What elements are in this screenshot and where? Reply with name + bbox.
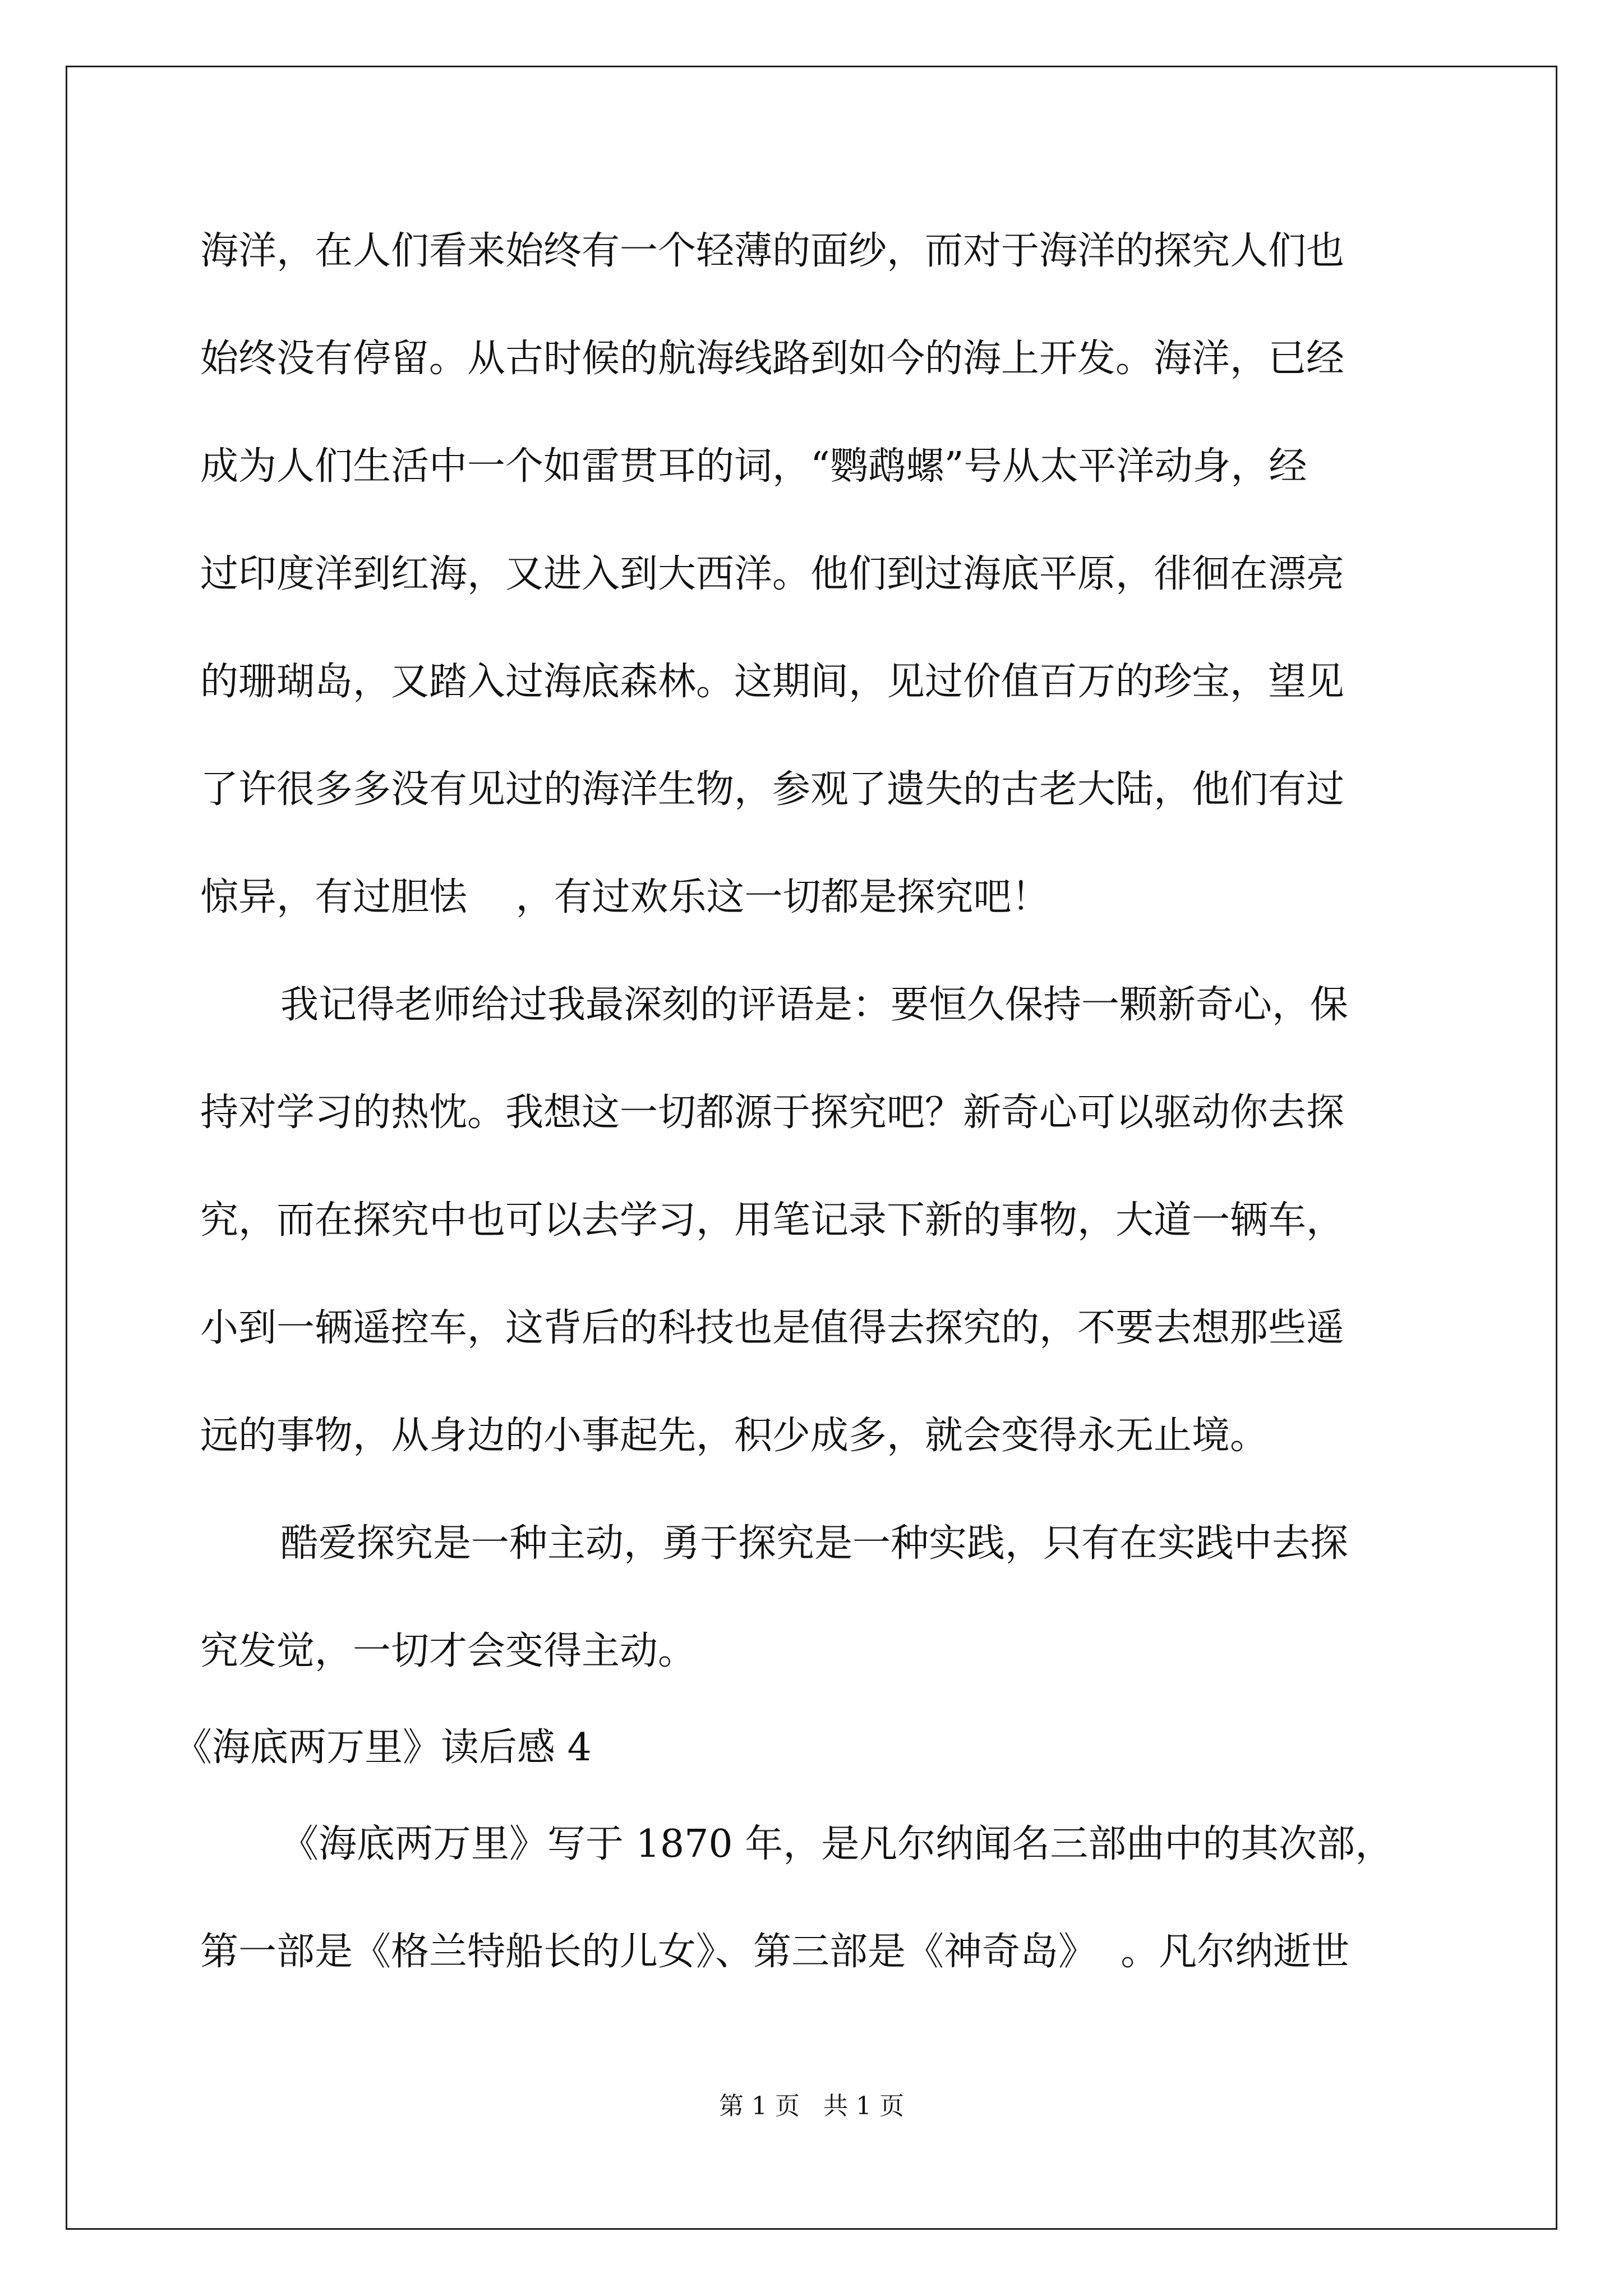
text-line: 究发觉，一切才会变得主动。 [200,1629,697,1673]
text-line: 惊异，有过胆怯 ，有过欢乐这一切都是探究吧！ [200,875,1050,919]
text-line: 究，而在探究中也可以去学习，用笔记录下新的事物，大道一辆车， [200,1198,1345,1243]
text-line: 的珊瑚岛，又踏入过海底森林。这期间，见过价值百万的珍宝，望见 [200,660,1345,704]
page-border [66,66,1557,2230]
text-line: 海洋，在人们看来始终有一个轻薄的面纱，而对于海洋的探究人们也 [200,229,1345,273]
page-footer: 第 1 页 共 1 页 [719,2092,904,2120]
text-line: 始终没有停留。从古时候的航海线路到如今的海上开发。海洋，已经 [200,337,1345,381]
paragraph-first-line: 我记得老师给过我最深刻的评语是：要恒久保持一颗新奇心，保 [280,983,1349,1027]
paragraph-first-line: 酷爱探究是一种主动，勇于探究是一种实践，只有在实践中去探 [280,1521,1349,1566]
text-line: 远的事物，从身边的小事起先，积少成多，就会变得永无止境。 [200,1414,1269,1458]
text-line: 第一部是《格兰特船长的儿女》、第三部是《神奇岛》 。凡尔纳逝世 [200,1930,1350,1974]
text-line: 小到一辆遥控车，这背后的科技也是值得去探究的，不要去想那些遥 [200,1306,1345,1350]
text-line: 持对学习的热忱。我想这一切都源于探究吧？新奇心可以驱动你去探 [200,1091,1345,1135]
paragraph-first-line: 《海底两万里》写于 1870 年，是凡尔纳闻名三部曲中的其次部， [280,1822,1394,1866]
section-heading: 《海底两万里》读后感 4 [174,1726,592,1770]
text-line: 过印度洋到红海，又进入到大西洋。他们到过海底平原，徘徊在漂亮 [200,552,1345,596]
text-line: 了许很多多没有见过的海洋生物，参观了遗失的古老大陆，他们有过 [200,767,1345,812]
text-line: 成为人们生活中一个如雷贯耳的词，“鹦鹉螺”号从太平洋动身，经 [200,444,1307,489]
